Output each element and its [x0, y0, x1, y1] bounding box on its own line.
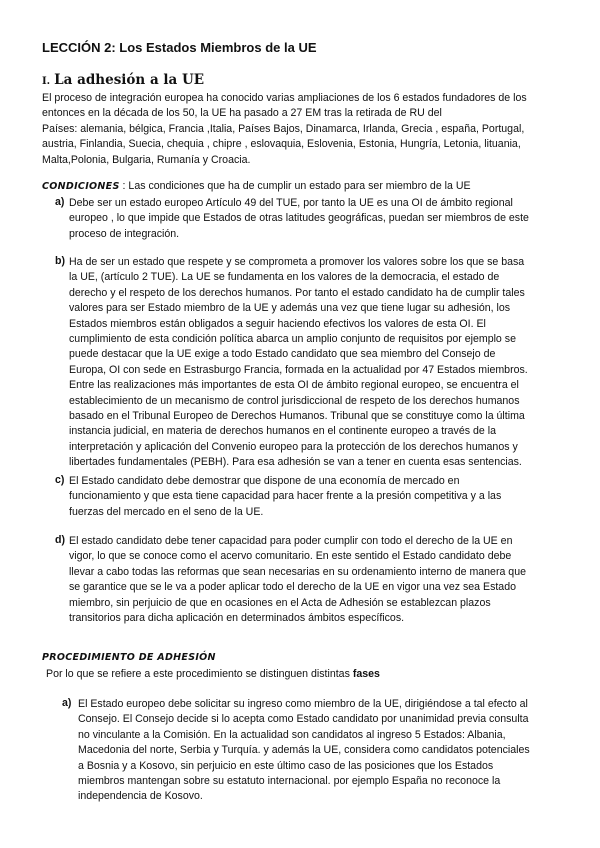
condition-line: Entre las realizaciones más importantes de esta OI de ámbito regional europeo, se encuentra el	[69, 379, 519, 392]
condition-line: El Estado candidato debe demostrar que dispone de una economía de mercado en	[69, 475, 460, 487]
intro-line: El proceso de integración europea ha conocido varias ampliaciones de los 6 estados fundadores de los	[42, 92, 527, 104]
procedure-label: a)	[62, 697, 72, 709]
procedure-line: Macedonia del norte, Serbia y Turquía. y además la UE, considera como candidatos potenciales	[78, 744, 530, 757]
condition-line: miembro, sin perjuicio de que en ocasiones en el Acta de Adhesión se establezcan plazos	[69, 596, 491, 609]
intro-paragraph	[42, 91, 562, 168]
conditions-heading: CONDICIONES	[42, 181, 120, 192]
condition-label: d)	[55, 534, 65, 546]
procedure-line: independencia de Kosovo.	[78, 790, 203, 803]
condition-label: b)	[55, 255, 65, 267]
condition-line: basado en el Tribunal Europeo de Derechos Humanos. Tribunal que se constituye como la última	[69, 410, 525, 423]
condition-line: puede destacar que la UE exige a todo Estado candidato que sea miembro del Consejo de	[69, 348, 496, 361]
condition-line: la UE, (artículo 2 TUE). La UE se fundamenta en los valores de la democracia, el estado de	[69, 271, 500, 284]
condition-line: fuerzas del mercado en el seno de la UE.	[69, 505, 264, 518]
procedure-heading: PROCEDIMIENTO DE ADHESIÓN	[42, 652, 216, 663]
condition-line: cumplimiento de esta condición política abarca un amplio conjunto de requisitos por ejemplo se	[69, 333, 516, 346]
section-heading	[42, 72, 204, 88]
intro-line: entonces en la década de los 50, la UE ha pasado a 27 EM tras la retirada de RU del	[42, 107, 442, 120]
procedure-intro	[46, 668, 380, 680]
intro-line: Países: alemania, bélgica, Francia ,Italia, Países Bajos, Dinamarca, Irlanda, Grecia , españa, Portugal,	[42, 122, 525, 135]
condition-line: funcionamiento y que esta tiene capacidad para hacer frente a la presión competitiva y a las	[69, 490, 502, 503]
conditions-heading-line	[42, 180, 471, 192]
condition-line: proceso de integración.	[69, 227, 180, 240]
procedure-intro-text: Por lo que se refiere a este procedimiento se distinguen distintas	[46, 668, 353, 680]
condition-line: libertades fundamentales (PEBH). Para esa adhesión se van a tener en cuenta esas sentencias.	[69, 456, 522, 469]
condition-line: Debe ser un estado europeo Artículo 49 del TUE, por tanto la UE es una OI de ámbito regional	[69, 197, 513, 209]
condition-line: instancia judicial, en materia de derechos humanos en el continente europeo a través de la	[69, 425, 496, 438]
section-heading-text: La adhesión a la UE	[54, 72, 205, 88]
condition-label: c)	[55, 474, 65, 486]
condition-line: derecho y el respeto de los derechos humanos. Por tanto el estado candidato ha de cumplir tales	[69, 286, 525, 299]
section-number: I.	[42, 76, 51, 87]
procedure-line: miembros mantengan sobre su estatuto internacional. por ejemplo España no reconoce la	[78, 775, 501, 788]
condition-line: transitorios para dicha aplicación en determinados ámbitos específicos.	[69, 612, 405, 625]
conditions-intro: : Las condiciones que ha de cumplir un estado para ser miembro de la UE	[122, 180, 471, 192]
condition-line: se garantice que se le va a poder aplicar todo el derecho de la UE en vigor una vez sea Estado	[69, 581, 516, 594]
procedure-line: El Estado europeo debe solicitar su ingreso como miembro de la UE, dirigiéndose a tal efecto al	[78, 698, 528, 710]
condition-line: valores para ser Estado miembro de la UE y además una vez que tiene lugar su adhesión, los	[69, 302, 511, 315]
procedure-line: a Bosnia y a Kosovo, sin perjuicio en este último caso de las posiciones que los Estados	[78, 759, 494, 772]
procedure-line: no vinculante a la Comisión. En la actualidad son candidatos al ingreso 5 Estados: Albania,	[78, 728, 506, 741]
condition-text	[69, 196, 569, 242]
condition-line: vigor, lo que se conoce como el acervo comunitario. En este sentido el Estado candidato debe	[69, 550, 512, 563]
condition-line: El estado candidato debe tener capacidad para poder cumplir con todo el derecho de la UE en	[69, 535, 513, 547]
condition-line: llevar a cabo todas las reformas que sean necesarias en su ordenamiento interno de manera que	[69, 565, 526, 578]
page-title: LECCIÓN 2: Los Estados Miembros de la UE	[42, 40, 317, 55]
condition-text	[69, 255, 569, 471]
procedure-intro-bold: fases	[352, 668, 380, 680]
condition-label: a)	[55, 196, 65, 208]
intro-line: Malta,Polonia, Bulgaria, Rumanía y Croacia.	[42, 153, 251, 166]
condition-line: europeo , lo que impide que Estados de otras latitudes geográficas, puedan ser miembros de este	[69, 212, 529, 225]
condition-line: Estados miembros están obligados a seguir haciendo efectivos los valores de esta OI. El	[69, 317, 486, 330]
condition-line: Europa, OI con sede en Estrasburgo Francia, formada en la actualidad por 47 Estados miembros.	[69, 363, 528, 376]
condition-text	[69, 534, 569, 626]
intro-line: austria, Finlandia, Suecia, chequia , chipre , eslovaquia, Eslovenia, Estonia, Hungría, Letonia, lituania,	[42, 138, 521, 151]
condition-line: establecimiento de un mecanismo de control jurisdiccional de respeto de los derechos humanos	[69, 394, 520, 407]
procedure-line: Consejo. El Consejo decide si lo acepta como Estado candidato por unanimidad previa consulta	[78, 713, 529, 726]
procedure-text	[78, 697, 530, 805]
condition-text	[69, 474, 569, 520]
condition-line: Ha de ser un estado que respete y se comprometa a promover los valores sobre los que se basa	[69, 256, 525, 268]
condition-line: interpretación y aplicación del Convenio europeo para la protección de los derechos humanos y	[69, 440, 518, 453]
